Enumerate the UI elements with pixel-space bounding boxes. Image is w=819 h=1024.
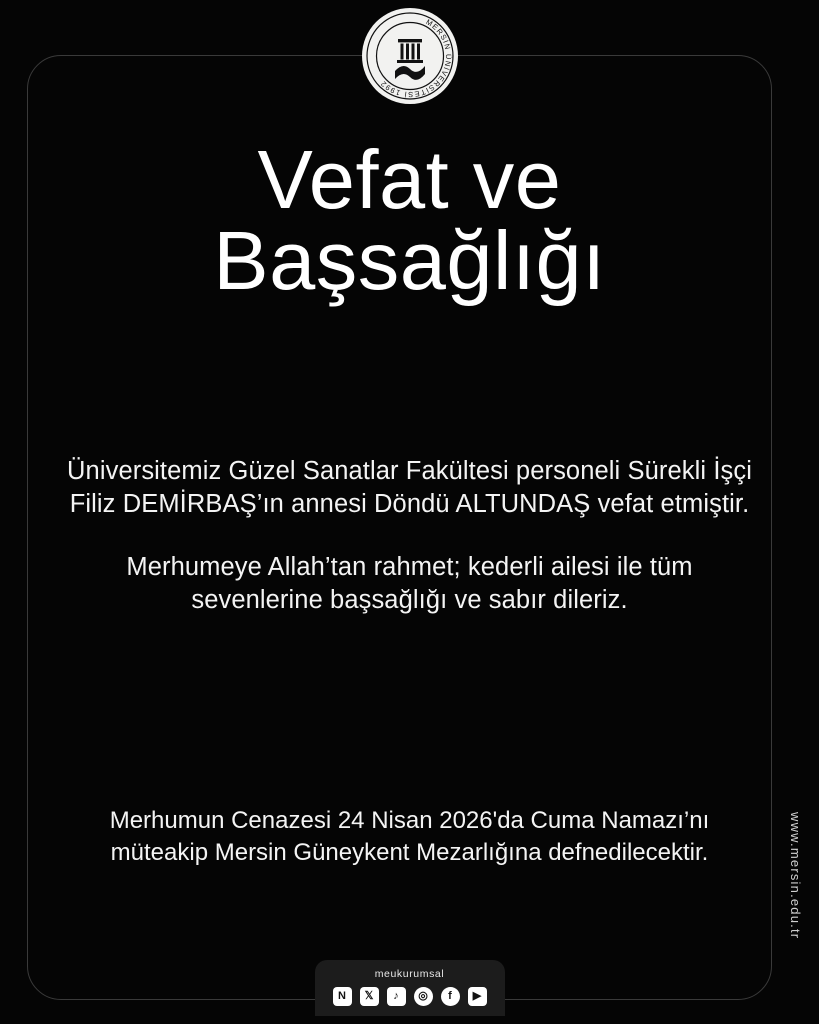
announcement-paragraph-1: Üniversitemiz Güzel Sanatlar Fakültesi personeli Sürekli İşçi Filiz DEMİRBAŞ’ın annesi Döndü ALTUNDAŞ vefat etmiştir. — [67, 457, 752, 519]
mersin-university-seal-icon — [362, 8, 458, 104]
social-footer — [315, 960, 505, 1016]
funeral-notice: Merhumun Cenazesi 24 Nisan 2026'da Cuma Namazı’nı müteakip Mersin Güneykent Mezarlığına defnedilecektir. — [109, 807, 710, 866]
announcement-paragraph-2: Merhumeye Allah’tan rahmet; kederli ailesi ile tüm sevenlerine başsağlığı ve sabır dileriz. — [126, 553, 693, 615]
title-line-2: Başsağlığı — [213, 213, 606, 307]
page-title — [0, 133, 819, 307]
university-logo — [362, 8, 458, 104]
n-icon[interactable]: N — [333, 987, 352, 1006]
website-url[interactable]: www.mersin.edu.tr — [788, 812, 803, 940]
tiktok-icon[interactable]: ♪ — [387, 987, 406, 1006]
announcement-body — [60, 455, 759, 618]
svg-text:MERSİN ÜNİVERSİTESİ 1992: MERSİN ÜNİVERSİTESİ 1992 — [377, 17, 453, 100]
x-twitter-icon[interactable]: 𝕏 — [360, 987, 379, 1006]
social-icon-list — [315, 987, 505, 1006]
facebook-icon[interactable]: f — [441, 987, 460, 1006]
social-handle: meukurumsal — [374, 968, 445, 980]
instagram-icon[interactable]: ◎ — [414, 987, 433, 1006]
title-line-1: Vefat ve — [257, 133, 562, 226]
youtube-icon[interactable]: ▶ — [468, 987, 487, 1006]
